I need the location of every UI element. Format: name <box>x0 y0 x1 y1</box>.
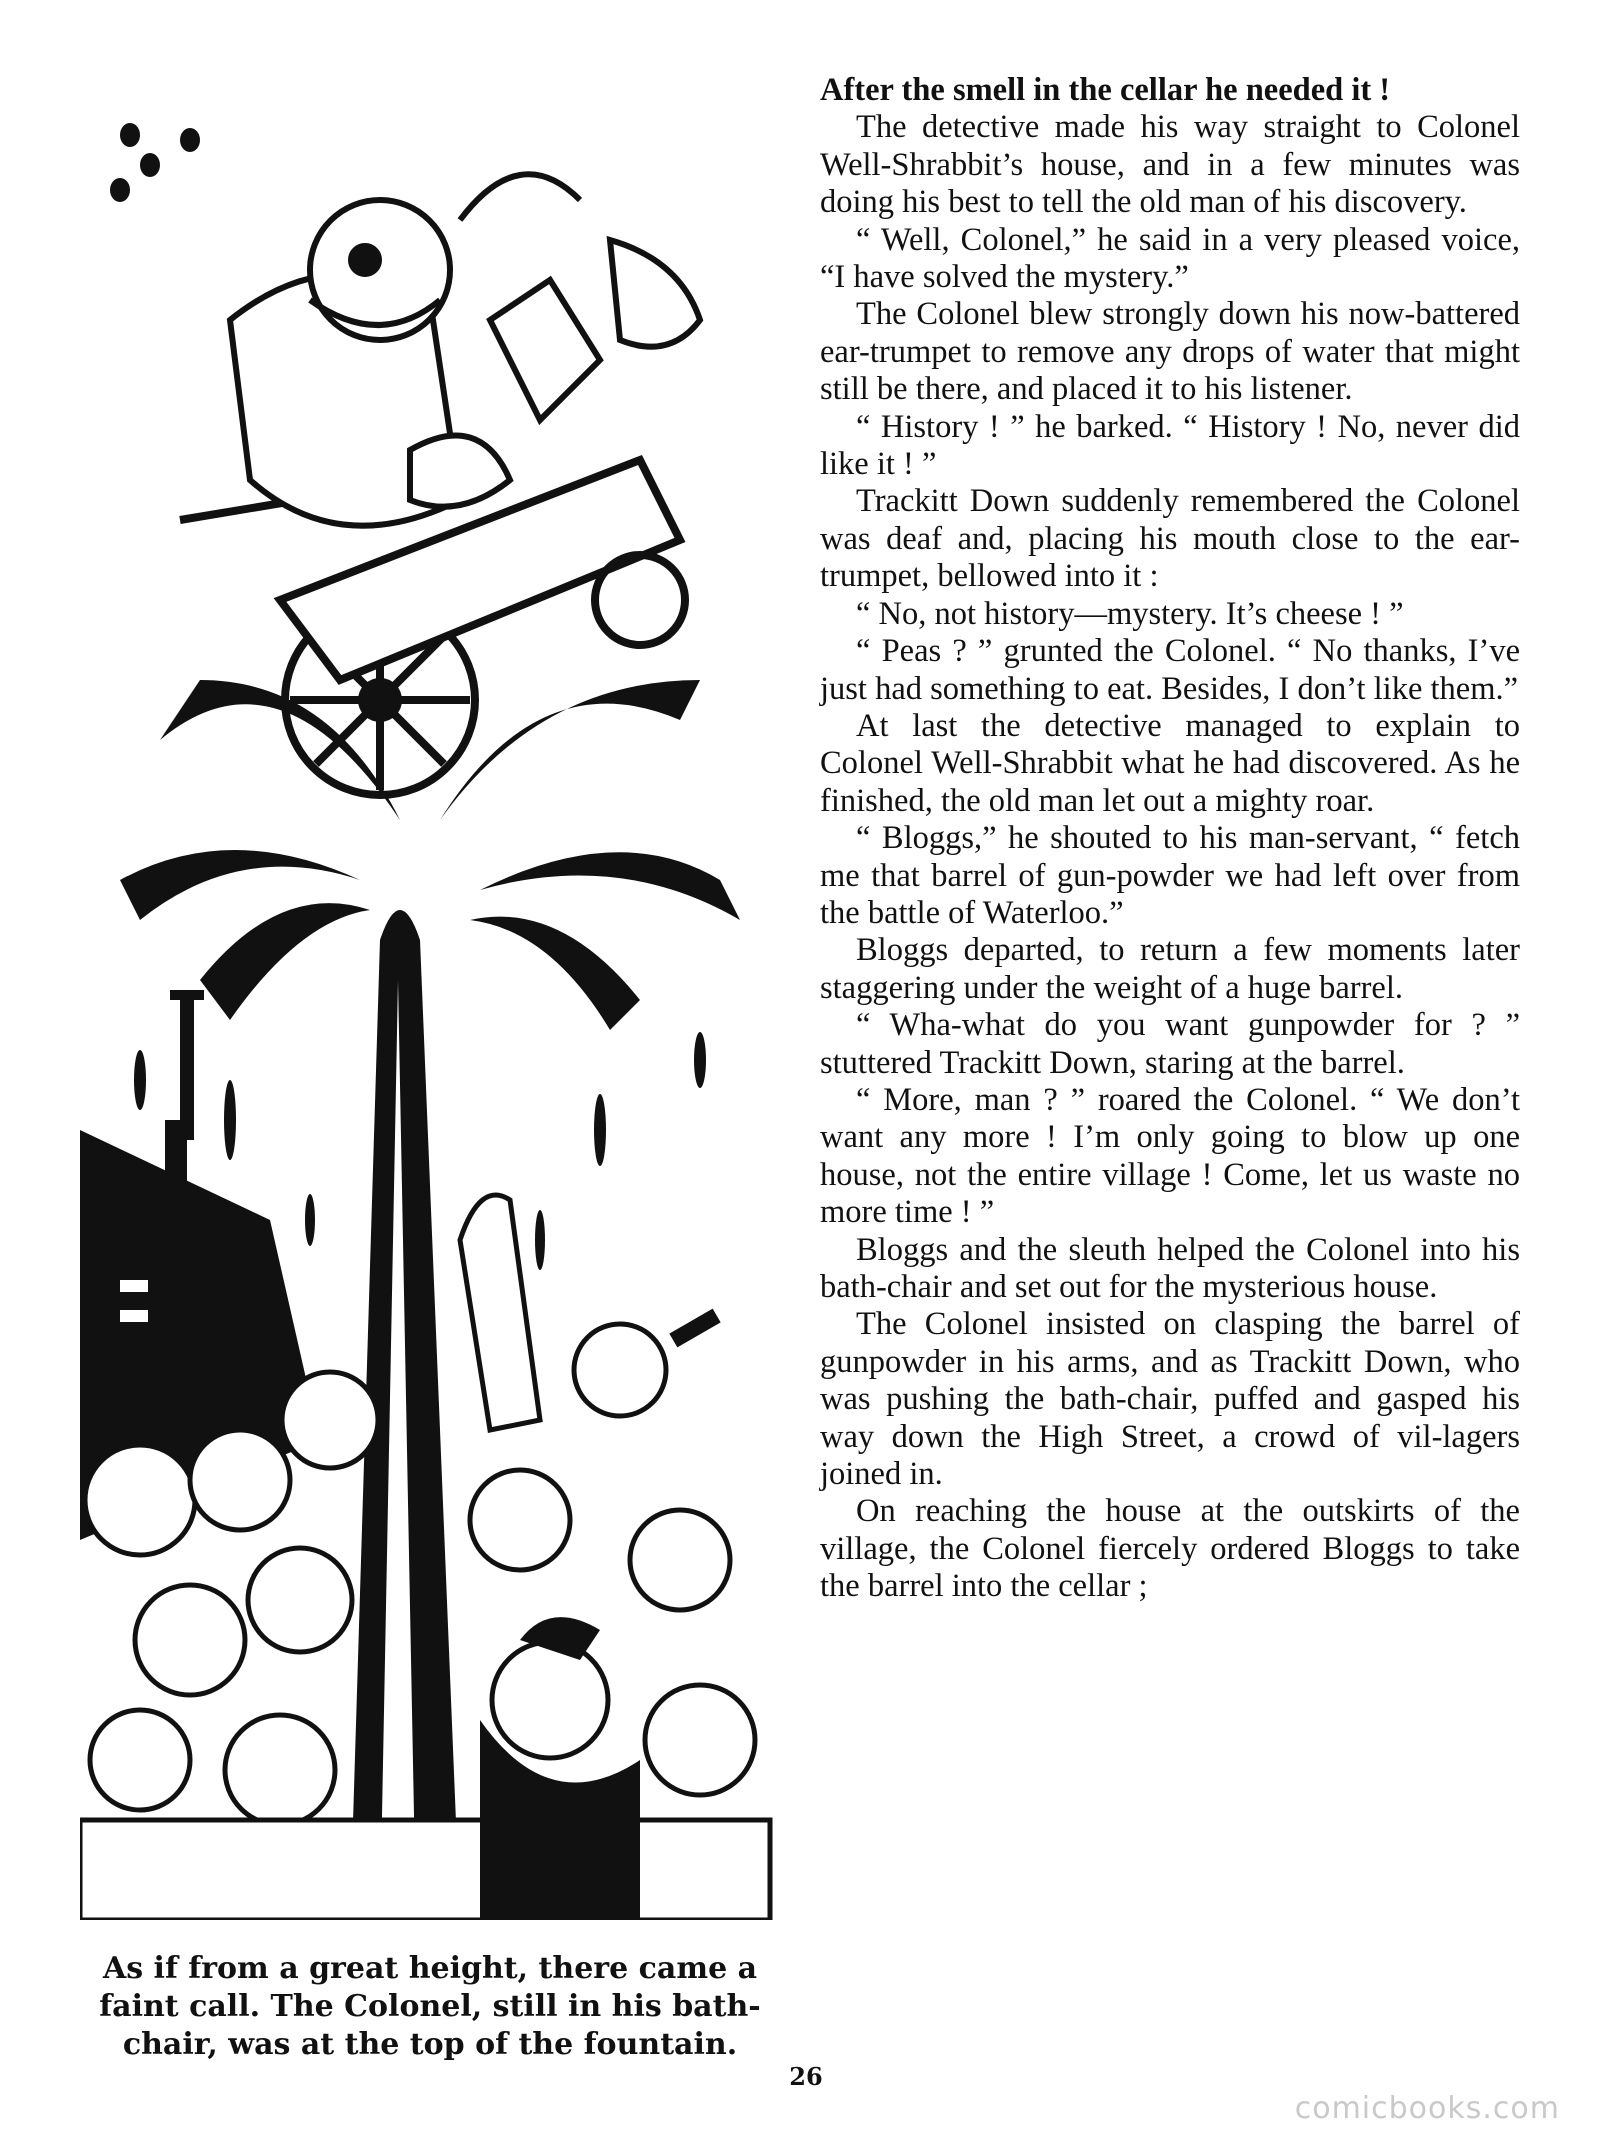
paragraph: On reaching the house at the outskirts of the village, the Colonel fiercely ordered Bloggs to take the barrel into the cellar ; <box>820 1493 1520 1605</box>
page-number: 26 <box>789 2062 823 2091</box>
paragraph: “ More, man ? ” roared the Colonel. “ We don’t want any more ! I’m only going to blow up one house, not the entire village ! Come, let us waste no more time ! ” <box>820 1081 1520 1231</box>
paragraph: “ No, not history—mystery. It’s cheese ! ” <box>856 595 1404 632</box>
paragraph: After the smell in the cellar he needed it ! <box>820 72 1391 108</box>
paragraph: Bloggs departed, to return a few moments later staggering under the weight of a huge barrel. <box>820 932 1520 1006</box>
paragraph: The Colonel blew strongly down his now-battered ear-trumpet to remove any drops of water that might still be there, and placed it to his listener. <box>820 296 1520 408</box>
story-text <box>820 72 1520 1606</box>
paragraph: The Colonel insisted on clasping the barrel of gunpowder in his arms, and as Trackitt Down, who was pushing the bath-chair, puffed and gasped his way down the High Street, a crowd of vil-lagers joined in. <box>820 1306 1520 1493</box>
fountain-cartoon-icon <box>80 120 780 1920</box>
paragraph: The detective made his way straight to Colonel Well-Shrabbit’s house, and in a few minutes was doing his best to tell the old man of his discovery. <box>820 109 1520 221</box>
paragraph: At last the detective managed to explain to Colonel Well-Shrabbit what he had discovered. As he finished, the old man let out a mighty roar. <box>820 707 1520 819</box>
paragraph: “ Well, Colonel,” he said in a very pleased voice, “I have solved the mystery.” <box>820 221 1520 296</box>
cartoon-illustration <box>80 120 780 1920</box>
paragraph: Trackitt Down suddenly remembered the Colonel was deaf and, placing his mouth close to the ear-trumpet, bellowed into it : <box>820 483 1520 595</box>
paragraph: “ Peas ? ” grunted the Colonel. “ No thanks, I’ve just had something to eat. Besides, I don’t like them.” <box>820 633 1520 707</box>
illustration-caption: As if from a great height, there came a faint call. The Colonel, still in his bath-chair, was at the top of the fountain. <box>99 1951 761 2062</box>
watermark: comicbooks.com <box>1294 2091 1560 2126</box>
paragraph: “ Wha-what do you want gunpowder for ? ” stuttered Trackitt Down, staring at the barrel. <box>820 1007 1520 1081</box>
paragraph: Bloggs and the sleuth helped the Colonel into his bath-chair and set out for the mysterious house. <box>820 1231 1520 1305</box>
paragraph: “ Bloggs,” he shouted to his man-servant, “ fetch me that barrel of gun-powder we had left over from the battle of Waterloo.” <box>820 820 1520 931</box>
paragraph: “ History ! ” he barked. “ History ! No, never did like it ! ” <box>820 408 1520 483</box>
